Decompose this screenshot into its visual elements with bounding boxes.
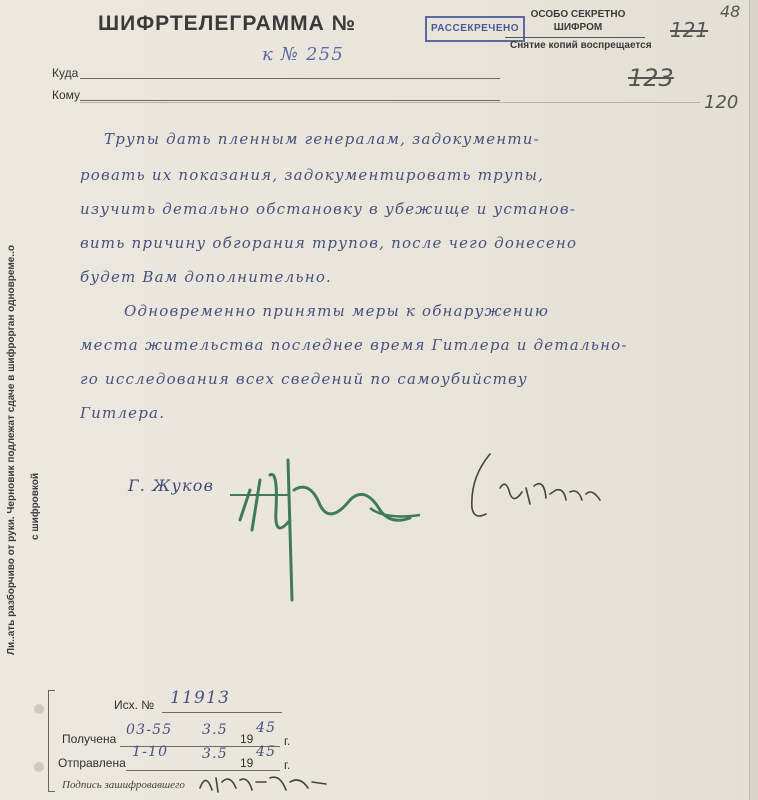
pencil-number-side: 120 — [704, 92, 739, 113]
to-rule — [80, 78, 500, 79]
body-line-1: Трупы дать пленным генералам, задокументи- — [104, 130, 540, 148]
secret-line-1: ОСОБО СЕКРЕТНО — [530, 9, 626, 20]
sent-time: 1-10 — [132, 744, 169, 760]
no-copy-note: Снятие копий воспрещается — [510, 40, 652, 51]
telegram-title: ШИФРТЕЛЕГРАММА № — [98, 12, 357, 35]
body-line-7: места жительства последнее время Гитлера и детально- — [80, 336, 628, 354]
side-instruction: Ли..ать разборчиво от руки. Черновик подлежат сдаче в шифрорган одновреме..о — [6, 245, 17, 655]
whom-label: Кому — [52, 88, 81, 102]
body-line-3: изучить детально обстановку в убежище и установ- — [80, 200, 577, 218]
margin-bracket — [48, 690, 55, 792]
pencil-number-corner: 48 — [720, 2, 741, 21]
side-instruction-2: с шифровкой — [30, 472, 41, 540]
signatory-name: Г. Жуков — [128, 476, 215, 495]
sent-date: 3.5 — [202, 746, 228, 762]
out-number-value: 11913 — [170, 688, 231, 708]
body-line-2: ровать их показания, задокументировать трупы, — [80, 166, 545, 184]
telegram-number: к № 255 — [262, 44, 344, 65]
received-date: 3.5 — [202, 722, 228, 738]
body-line-4: вить причину обгорания трупов, после чего донесено — [80, 234, 578, 252]
received-year-suffix: г. — [284, 734, 291, 748]
received-time: 03-55 — [126, 722, 173, 738]
sent-year-prefix: 19 — [240, 756, 254, 770]
out-number-label: Исх. № — [114, 698, 155, 712]
header-divider — [80, 102, 700, 103]
to-label: Куда — [52, 66, 79, 80]
encryptor-signature-label: Подпись зашифровавшего — [62, 779, 185, 791]
sent-year-suffix: г. — [284, 758, 291, 772]
zhukov-signature — [230, 450, 440, 610]
page-edge — [749, 0, 758, 800]
secret-line-2: ШИФРОМ — [553, 22, 603, 33]
pencil-number-mid: 123 — [628, 64, 674, 92]
received-year-prefix: 19 — [240, 732, 254, 746]
encryptor-signature — [196, 768, 336, 798]
punch-hole-2 — [34, 762, 44, 772]
out-number-rule — [162, 712, 282, 713]
pencil-number-top: 121 — [670, 18, 709, 42]
body-line-8: го исследования всех сведений по самоубийству — [80, 370, 528, 388]
nocopy-rule — [505, 37, 645, 38]
sent-year: 45 — [256, 744, 277, 760]
body-line-9: Гитлера. — [80, 404, 166, 422]
whom-rule — [80, 100, 500, 101]
received-label: Получена — [62, 732, 117, 746]
second-signature — [460, 448, 640, 528]
body-line-6: Одновременно приняты меры к обнаружению — [124, 302, 550, 320]
body-line-5: будет Вам дополнительно. — [80, 268, 333, 286]
punch-hole-1 — [34, 704, 44, 714]
sent-label: Отправлена — [58, 756, 126, 770]
declassified-stamp: РАССЕКРЕЧЕНО — [425, 16, 525, 42]
secret-marking — [528, 8, 628, 34]
received-year: 45 — [256, 720, 277, 736]
